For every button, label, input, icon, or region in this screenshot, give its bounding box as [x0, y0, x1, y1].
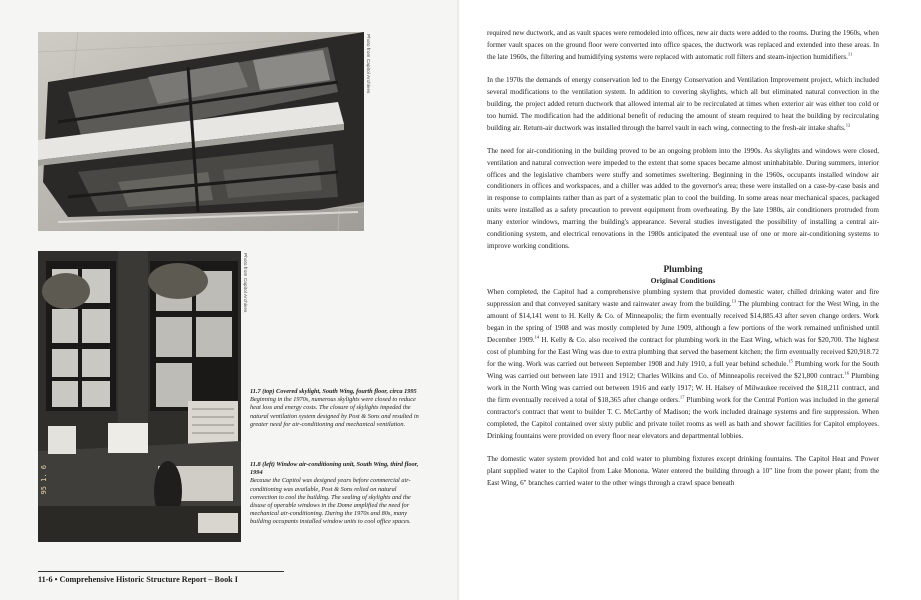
caption-11-8-body: Because the Capitol was designed years before commercial air-conditioning was available, Post & Sons relied on natural convection to cool the building. The sealing of skylights and the disuse of operable windows in the Dome amplified the need for mechanical air-conditioning. During the 1970s and 80s, many building occupants installed window units to cool office spaces. — [250, 477, 411, 526]
caption-11-7-title: 11.7 (top) Covered skylight, South Wing, fourth floor, circa 1995 — [250, 388, 417, 395]
photo-covered-skylight — [38, 32, 364, 231]
footnote-ref-16[interactable]: 16 — [844, 370, 849, 376]
paragraph-air-conditioning: The need for air-conditioning in the building proved to be an ongoing problem into the 1990s. As skylights and windows were closed, ventilation and natural convection were impeded to the extent that some spaces became almost uninhabitable. During summers, interior offices and the legislative chambers were stuffy and sometimes sweltering. Beginning in the 1960s, occupants installed window air conditioners in offices and workspaces, and a chiller was added to the governor's area; these were installed on a case-by-case basis and in response to complaints rather than as part of a systematic plan to cool the building. In some areas near mechanical spaces, packaged units were installed as a safety precaution to prevent equipment from overheating. By the late 1980s, air conditioners protruded from many exterior windows, marring the building's appearance. Several studies investigated the possibility of installing a central air-conditioning system, and electrical renovations in the 1980s anticipated the eventual use of one or more air-conditioning systems to improve working conditions. — [487, 146, 879, 251]
footnote-ref-12[interactable]: 12 — [845, 122, 851, 128]
plumbing-text-a: When completed, the Capitol had a comprehensive plumbing system that provided domestic water, chilled drinking water and fire suppression and that conveyed sanitary waste and rainwater away from the building. — [487, 288, 879, 309]
skylight-photo-image — [38, 32, 364, 231]
photo-window-ac-unit — [38, 251, 241, 542]
paragraph-ductwork-text: required new ductwork, and as vault spaces were remodeled into offices, new air ducts were added to the rooms. During the 1960s, when former vault spaces on the ground floor were converted into office spaces, the ductwork was replaced and extended into these areas. In the late 1960s, the filtering and humidifying systems were replaced with automatic roll filters and steam-injection humidifiers. — [487, 29, 879, 61]
caption-11-7-body: Beginning in the 1970s, numerous skylights were closed to reduce heat loss and energy costs. The closure of skylights impeded the natural ventilation system designed by Post & Sons and resulted in greater need for air-conditioning and mechanical ventilation. — [250, 396, 419, 428]
right-column-text — [487, 28, 879, 489]
paragraph-energy-conservation — [487, 75, 879, 135]
paragraph-domestic-water: The domestic water system provided hot and cold water to plumbing fixtures except drinking fountains. The Capitol Heat and Power plant supplied water to the Capitol from Lake Monona. Water entered the building through a 10" line from the power plant; from the East Wing, 6" branches carried water to the other wings through a crawl space beneath — [487, 454, 879, 487]
photo-datestamp: 95 1. 6 — [40, 465, 48, 495]
caption-11-8 — [250, 461, 425, 527]
plumbing-text-b: The plumbing contract for the West Wing, in the amount of $14,141 went to H. Kelly & Co. of Minneapolis; the firm eventually received $14,885.43 after seven change orders. Work began in the spring of 1908 and was mostly completed by June 1909, although a few portions of the work remained unfinished until December 1909. — [487, 300, 879, 345]
footnote-ref-17[interactable]: 17 — [679, 394, 685, 400]
footnote-ref-15[interactable]: 15 — [788, 358, 793, 364]
footnote-ref-11[interactable]: 11 — [847, 51, 853, 57]
paragraph-plumbing-contracts — [487, 287, 879, 442]
photo-credit-bottom: Photo from Capitol Archives — [243, 253, 248, 313]
footer-rule — [38, 571, 284, 572]
photo-credit-top: Photo from Capitol Archives — [366, 34, 371, 94]
caption-11-8-title: 11.8 (left) Window air-conditioning unit, South Wing, third floor, 1994 — [250, 461, 419, 477]
caption-11-7 — [250, 388, 425, 429]
left-page — [0, 0, 460, 600]
section-title-plumbing: Plumbing — [663, 265, 703, 276]
page-footer: 11-6 • Comprehensive Historic Structure Report – Book I — [38, 575, 238, 584]
footnote-ref-13[interactable]: 13 — [731, 298, 737, 304]
plumbing-text-f: Plumbing work for the Central Portion was included in the general contractor's contract that went to builder T. C. McCarthy of Madison; the work included drainage systems and fire suppression. When completed, the Capitol contained over sixty public and private toilet rooms as well as bath and shower facilities for Capitol employees. Drinking fountains were provided on every floor near elevators and departmental lobbies. — [487, 395, 880, 440]
plumbing-text-d: Plumbing work for the South Wing was carried out between late 1911 and 1912; Charles Wilkins and Co. of Minneapolis received the $21,800 contract. — [487, 359, 880, 380]
ac-photo-image — [38, 251, 241, 542]
paragraph-ductwork — [487, 28, 879, 64]
footnote-ref-14[interactable]: 14 — [534, 334, 540, 340]
plumbing-text-e: Plumbing work in the North Wing was carried out between 1916 and early 1917; W. H. Halsey of Milwaukee received the $18,211 contract, and the firm eventually received a total of $18,365 after change orders. — [487, 371, 880, 404]
plumbing-text-c: H. Kelly & Co. also received the contract for plumbing work in the East Wing, which was for $20,700. The highest cost of plumbing for the East Wing was due to extra plumbing that served the basement kitchen; the firm eventually received $20,918.72 for the wing. Work was carried out between September 1908 and July 1910, a full year behind schedule. — [487, 336, 879, 368]
paragraph-energy-conservation-text: In the 1970s the demands of energy conservation led to the Energy Conservation and Ventilation Improvement project, which included several modifications to the ventilation system. In addition to covering skylights, which all but eliminated natural convection in the building, the project added return ductwork that allowed internal air to be recirculated at times when exterior air was either too cold or too humid. The modification had the additional benefit of reducing the amount of steam required to heat the building by recirculating building air. Return-air ductwork was installed through the barrel vault in each wing, connecting to the fresh-air intake shafts. — [487, 75, 879, 132]
subsection-title-original-conditions: Original Conditions — [650, 276, 716, 286]
